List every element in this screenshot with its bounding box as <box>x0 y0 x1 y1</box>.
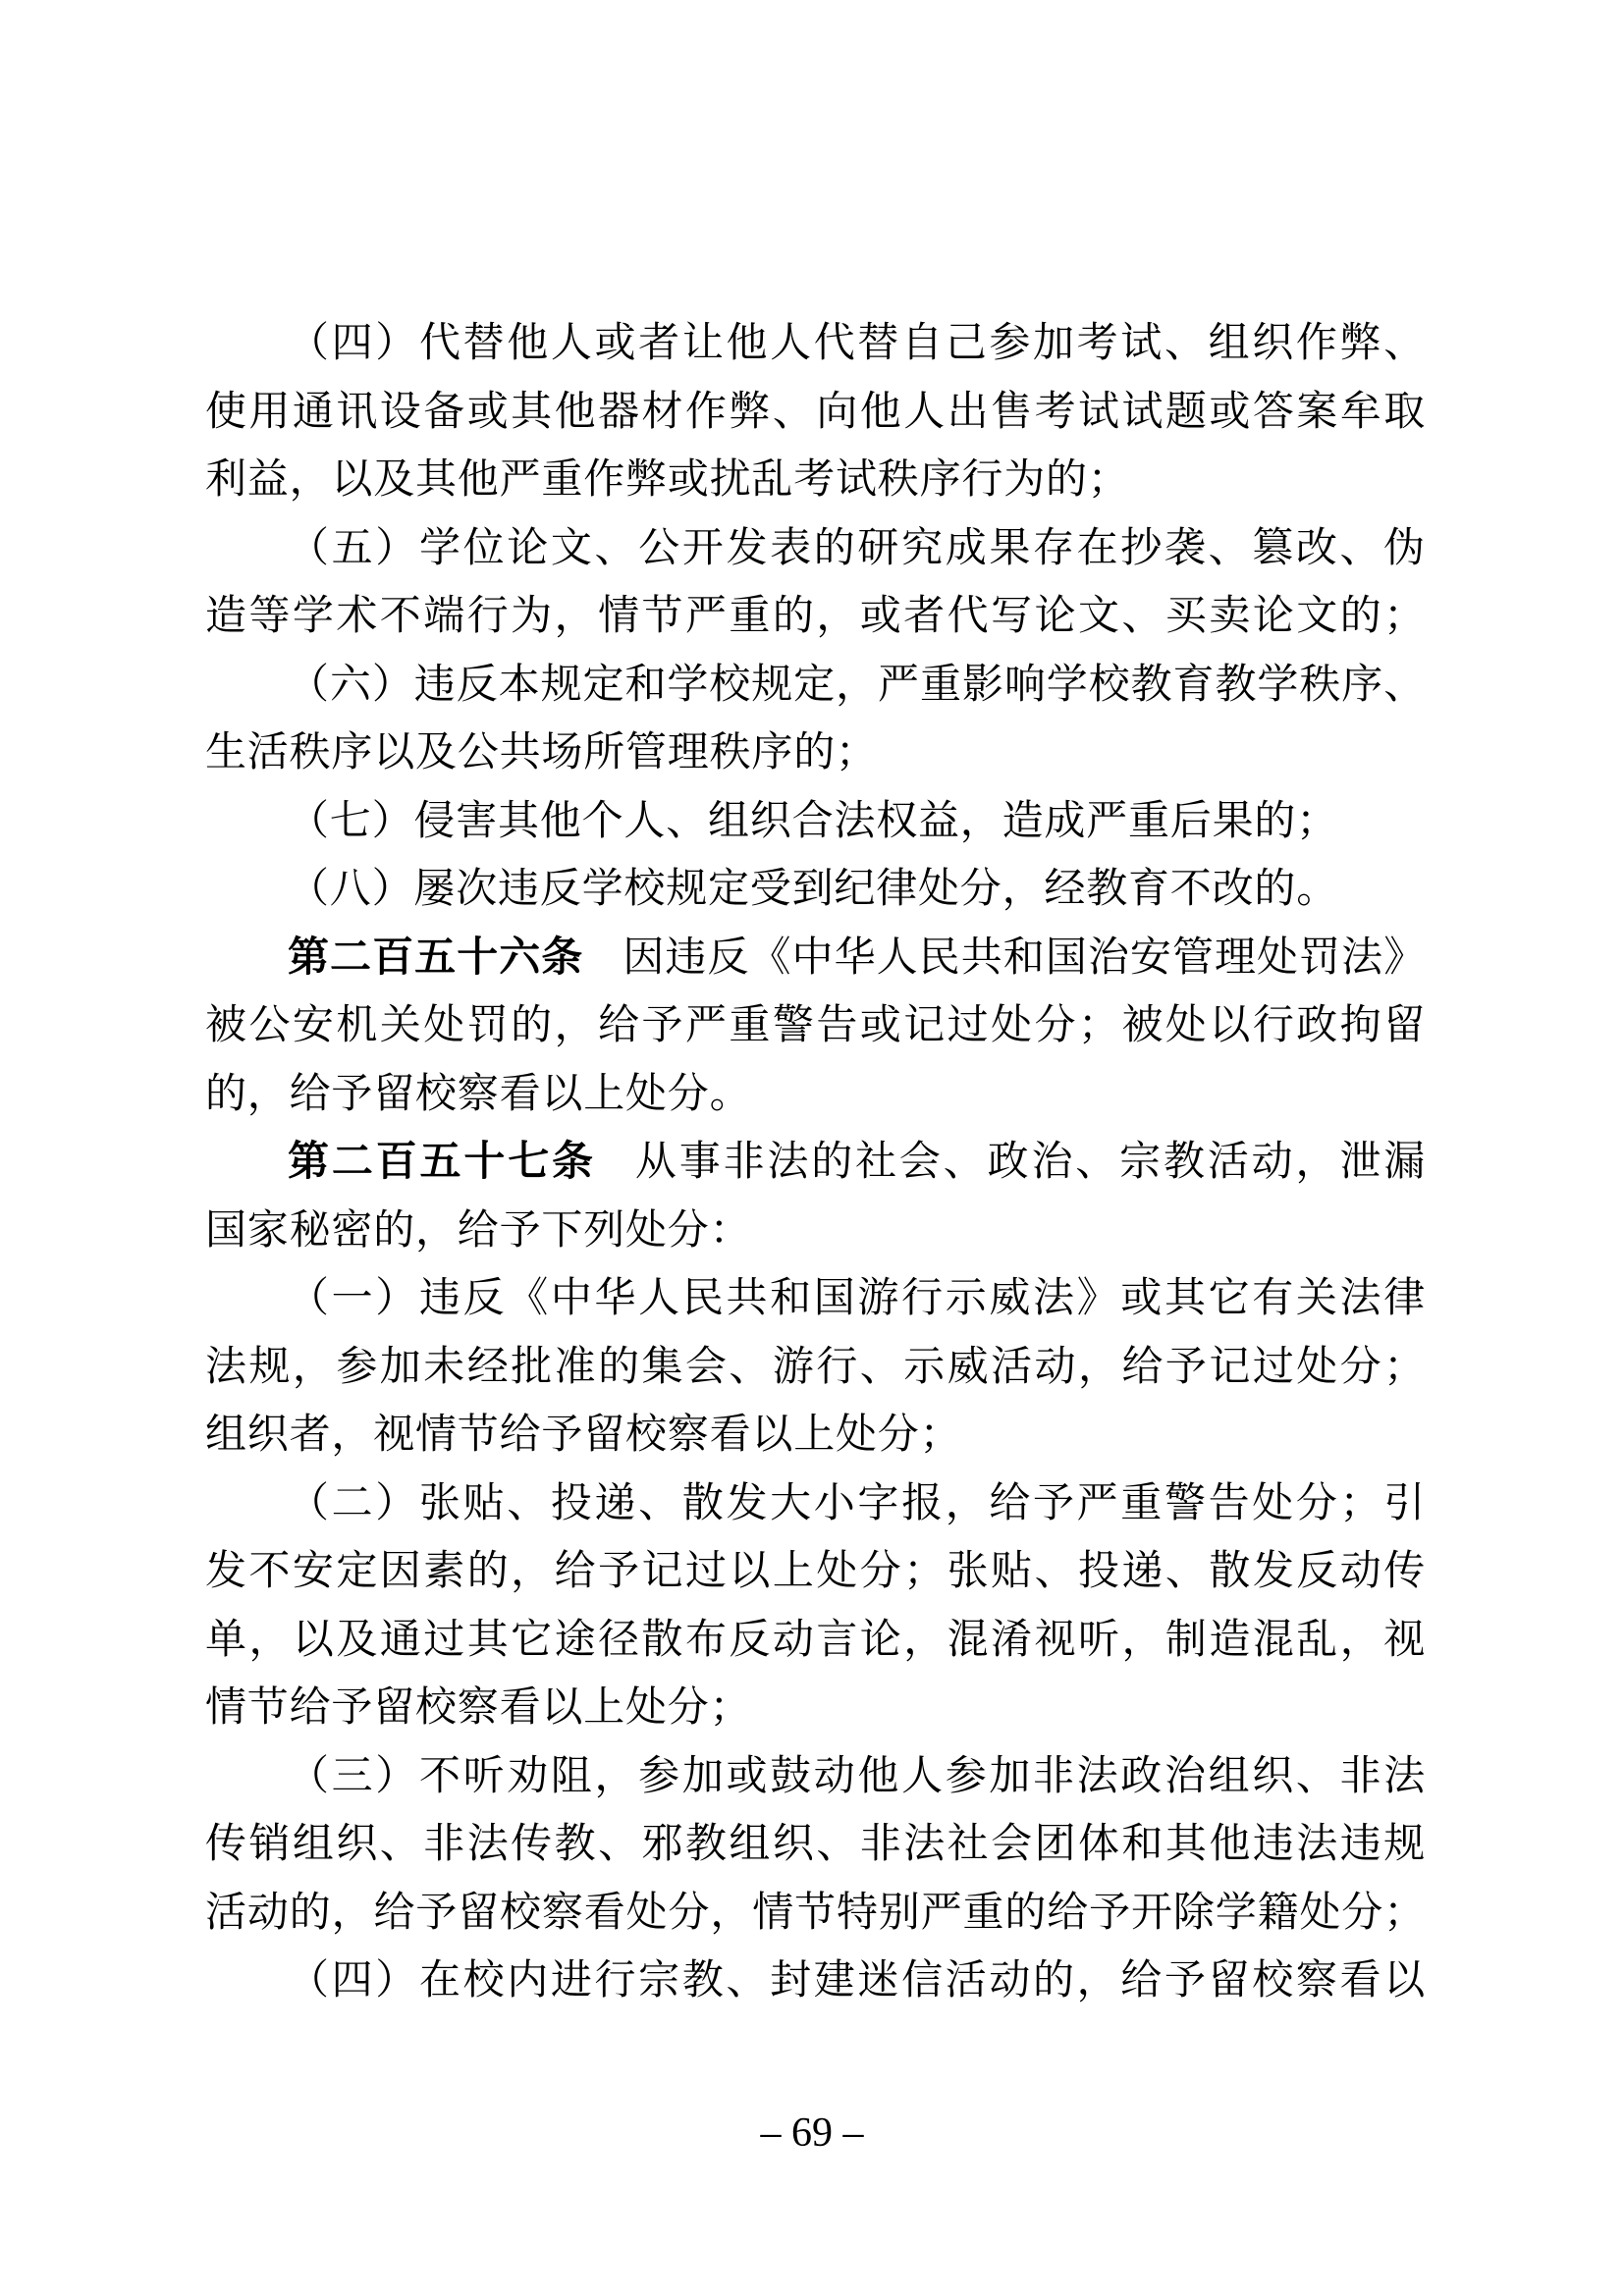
article-number: 第二百五十六条 <box>288 934 584 981</box>
line-text: 生活秩序以及公共场所管理秩序的； <box>205 730 878 775</box>
text-line <box>205 1811 1426 1880</box>
line-text: 单，以及通过其它途径散布反动言论，混淆视听，制造混乱，视 <box>205 1617 1426 1663</box>
line-text: （一）违反《中华人民共和国游行示威法》或其它有关法律 <box>288 1276 1426 1321</box>
text-line <box>205 1607 1426 1676</box>
text-line <box>205 720 1426 788</box>
text-line <box>205 788 1426 857</box>
line-text: （四）在校内进行宗教、封建迷信活动的，给予留校察看以 <box>288 1958 1426 2003</box>
line-text: 活动的，给予留校察看处分，情节特别严重的给予开除学籍处分； <box>205 1890 1426 1936</box>
text-line <box>205 1402 1426 1470</box>
line-text: 从事非法的社会、政治、宗教活动，泄漏 <box>634 1140 1426 1185</box>
page-number: – 69 – <box>760 2110 864 2156</box>
line-text: （八）屡次违反学校规定受到纪律处分，经教育不改的。 <box>288 867 1339 912</box>
text-line <box>205 1334 1426 1403</box>
text-line <box>205 1948 1426 2016</box>
text-line <box>205 1198 1426 1266</box>
text-line <box>205 379 1426 448</box>
text-line <box>205 1470 1426 1539</box>
line-text: 组织者，视情节给予留校察看以上处分； <box>205 1413 962 1458</box>
text-line <box>205 1265 1426 1334</box>
text-line <box>205 310 1426 379</box>
line-text: 使用通讯设备或其他器材作弊、向他人出售考试试题或答案牟取 <box>205 389 1426 435</box>
line-text: 发不安定因素的，给予记过以上处分；张贴、投递、散发反动传 <box>205 1549 1426 1594</box>
article-number: 第二百五十七条 <box>288 1140 596 1185</box>
line-text: 利益，以及其他严重作弊或扰乱考试秩序行为的； <box>205 457 1130 503</box>
text-line <box>205 925 1426 993</box>
text-line <box>205 856 1426 925</box>
line-text: （六）违反本规定和学校规定，严重影响学校教育教学秩序、 <box>288 662 1426 708</box>
text-line <box>205 515 1426 584</box>
line-text: 传销组织、非法传教、邪教组织、非法社会团体和其他违法违规 <box>205 1822 1426 1867</box>
line-text: 国家秘密的，给予下列处分： <box>205 1207 752 1254</box>
text-line <box>205 1743 1426 1812</box>
text-line <box>205 1129 1426 1198</box>
line-text: （五）学位论文、公开发表的研究成果存在抄袭、篡改、伪 <box>288 525 1426 571</box>
text-line <box>205 1880 1426 1949</box>
line-text: 造等学术不端行为，情节严重的，或者代写论文、买卖论文的； <box>205 594 1426 639</box>
line-text: （三）不听劝阻，参加或鼓动他人参加非法政治组织、非法 <box>288 1753 1426 1799</box>
text-line <box>205 1538 1426 1607</box>
page-footer <box>0 2110 1624 2156</box>
text-line <box>205 1061 1426 1130</box>
line-text: 情节给予留校察看以上处分； <box>205 1685 752 1731</box>
line-text: 法规，参加未经批准的集会、游行、示威活动，给予记过处分； <box>205 1344 1426 1390</box>
text-line <box>205 583 1426 652</box>
text-line <box>205 447 1426 515</box>
line-text: 被公安机关处罚的，给予严重警告或记过处分；被处以行政拘留 <box>205 1003 1426 1048</box>
text-line <box>205 652 1426 721</box>
text-line <box>205 992 1426 1061</box>
line-text: （七）侵害其他个人、组织合法权益，造成严重后果的； <box>288 798 1339 844</box>
text-line <box>205 1675 1426 1743</box>
document-body <box>205 310 1426 2016</box>
line-text: 因违反《中华人民共和国治安管理处罚法》 <box>623 934 1426 981</box>
line-text: （四）代替他人或者让他人代替自己参加考试、组织作弊、 <box>288 321 1426 366</box>
line-text: （二）张贴、投递、散发大小字报，给予严重警告处分；引 <box>288 1480 1426 1526</box>
line-text: 的，给予留校察看以上处分。 <box>205 1071 752 1117</box>
